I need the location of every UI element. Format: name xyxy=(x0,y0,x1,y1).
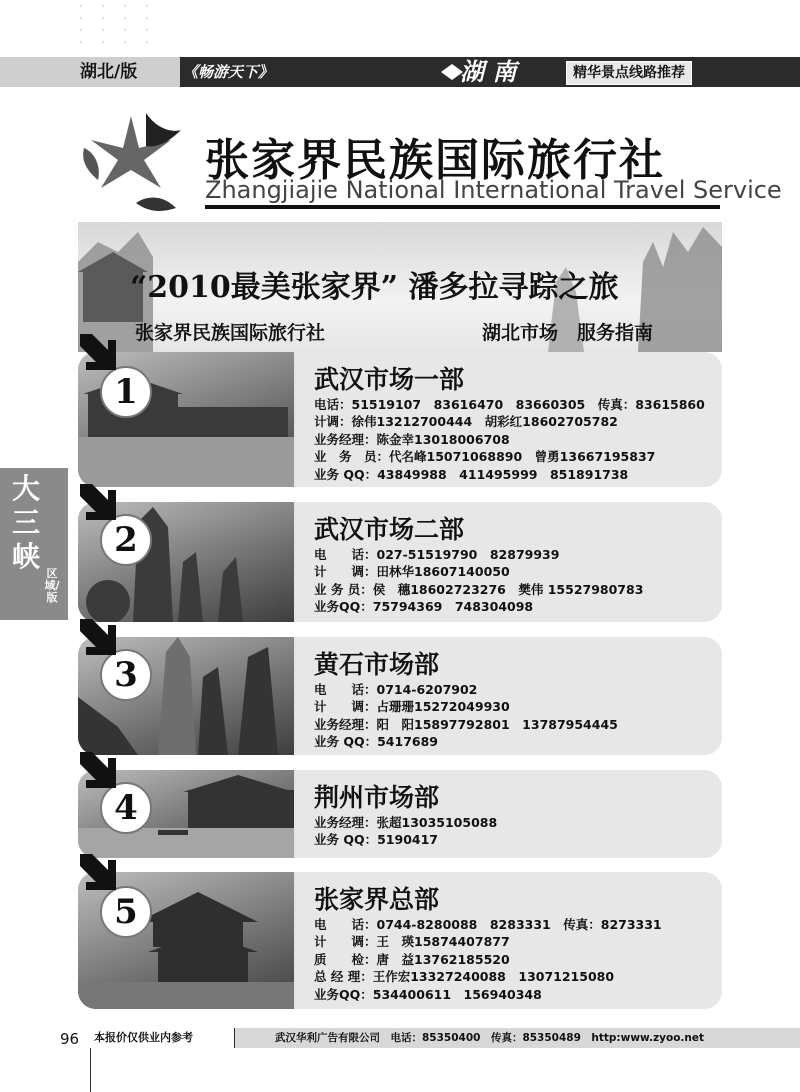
contact-line: 总 经 理：王作宏13327240088 13071215080 xyxy=(314,969,615,985)
contact-line: 业务 QQ：43849988 411495999 851891738 xyxy=(314,466,629,482)
office-name: 武汉市场一部 xyxy=(314,365,465,394)
agency-name-en: Zhangjiajie National International Travel Service xyxy=(205,176,782,204)
region-label: 湖北/版 xyxy=(0,57,180,87)
contact-line: 计调：徐伟13212700444 胡彩红18602705782 xyxy=(314,414,618,430)
office-card xyxy=(78,872,722,1009)
side-tab-sub: 区域/版 xyxy=(44,567,60,604)
decorative-dots xyxy=(70,0,160,50)
contact-line: 质 检：唐 益13762185520 xyxy=(314,951,510,967)
contact-line: 业务QQ：534400611 156940348 xyxy=(314,986,542,1002)
office-card xyxy=(78,352,722,487)
province-title: 湖 南 xyxy=(460,57,517,86)
office-contacts xyxy=(314,681,618,751)
office-number: 1 xyxy=(100,366,152,418)
banner-title: “2010最美张家界” 潘多拉寻踪之旅 xyxy=(130,270,619,305)
contact-line: 业务QQ：75794369 748304098 xyxy=(314,599,534,615)
section-label: 精华景点线路推荐 xyxy=(566,61,692,85)
office-info xyxy=(296,502,722,622)
office-name: 黄石市场部 xyxy=(314,650,440,679)
logo-underline xyxy=(205,205,720,209)
contact-line: 电 话：027-51519790 82879939 xyxy=(314,547,560,562)
contact-line: 业务 QQ：5417689 xyxy=(314,734,438,750)
contact-line: 电话：51519107 83616470 83660305 传真：83615860 xyxy=(314,397,705,412)
header-bar xyxy=(0,57,800,87)
banner-market: 湖北市场 服务指南 xyxy=(482,322,654,344)
contact-line: 业务经理：张超13035105088 xyxy=(314,815,498,830)
arrow-down-right-icon xyxy=(78,852,118,892)
office-contacts xyxy=(314,916,662,1003)
footer-publisher: 武汉华利广告有限公司 电话：85350400 传真：85350489 http:www.zyoo.net xyxy=(235,1028,800,1048)
office-card xyxy=(78,502,722,622)
office-contacts xyxy=(314,396,705,483)
office-contacts xyxy=(314,546,643,616)
office-card xyxy=(78,770,722,858)
agency-name-cn: 张家界民族国际旅行社 xyxy=(205,135,665,186)
contact-line: 电 话：0744-8280088 8283331 传真：8273331 xyxy=(314,917,662,932)
contact-line: 计 调：田林华18607140050 xyxy=(314,564,510,580)
side-tab xyxy=(0,468,68,620)
arrow-down-right-icon xyxy=(78,617,118,657)
contact-line: 业 务 员：侯 穗18602723276 樊伟 15527980783 xyxy=(314,581,644,597)
contact-line: 电 话：0714-6207902 xyxy=(314,682,478,697)
office-info xyxy=(296,352,722,487)
contact-line: 业务 QQ：5190417 xyxy=(314,832,438,848)
contact-line: 业务经理：阳 阳15897792801 13787954445 xyxy=(314,716,618,732)
magazine-title: 《畅游天下》 xyxy=(183,63,274,81)
office-number: 3 xyxy=(100,649,152,701)
contact-line: 计 调：占珊珊15272049930 xyxy=(314,699,510,715)
contact-line: 计 调：王 瑛15874407877 xyxy=(314,934,510,950)
office-name: 武汉市场二部 xyxy=(314,515,465,544)
office-name: 荆州市场部 xyxy=(314,783,440,812)
office-name: 张家界总部 xyxy=(314,885,440,914)
office-contacts xyxy=(314,814,497,849)
arrow-down-right-icon xyxy=(78,332,118,372)
star-logo-icon xyxy=(76,108,186,218)
office-info xyxy=(296,637,722,755)
arrow-down-right-icon xyxy=(78,750,118,790)
banner-agency: 张家界民族国际旅行社 xyxy=(135,322,326,344)
office-info xyxy=(296,872,722,1009)
contact-line: 业务经理：陈金幸13018006708 xyxy=(314,431,510,447)
side-tab-title: 大三峡 xyxy=(11,472,40,573)
contact-line: 业 务 员：代名峰15071068890 曾勇13667195837 xyxy=(314,449,656,465)
arrow-down-right-icon xyxy=(78,482,118,522)
page-number: 96 xyxy=(60,1030,80,1048)
footer-note: 本报价仅供业内参考 xyxy=(90,1028,234,1048)
office-number: 5 xyxy=(100,886,152,938)
office-number: 4 xyxy=(100,782,152,834)
office-info xyxy=(296,770,722,858)
footer-divider xyxy=(90,1048,91,1092)
footer-bar xyxy=(90,1028,800,1048)
office-card xyxy=(78,637,722,755)
office-number: 2 xyxy=(100,514,152,566)
